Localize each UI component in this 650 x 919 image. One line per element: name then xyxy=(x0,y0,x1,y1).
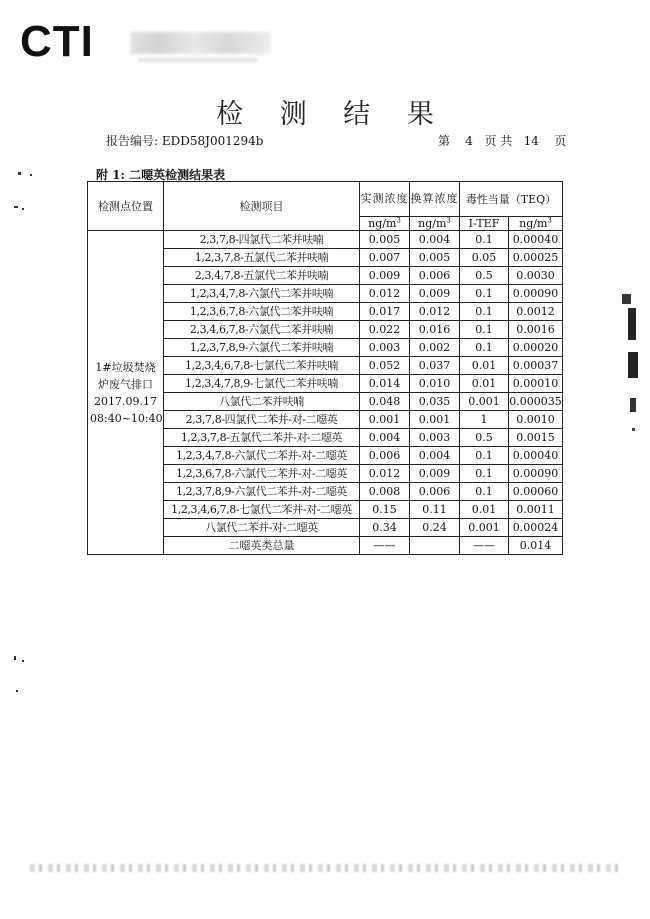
header-converted-unit xyxy=(410,217,460,231)
measured-cell: 0.012 xyxy=(360,465,410,483)
total-itef: —— xyxy=(460,537,509,555)
itef-cell: 0.1 xyxy=(460,285,509,303)
header-teq: 毒性当量（TEQ） xyxy=(460,182,563,217)
converted-cell: 0.009 xyxy=(410,465,460,483)
teq-cell: 0.0011 xyxy=(509,501,563,519)
cti-logo xyxy=(20,18,260,70)
scan-mark xyxy=(30,174,32,176)
teq-cell: 0.0030 xyxy=(509,267,563,285)
teq-cell: 0.0012 xyxy=(509,303,563,321)
converted-cell: 0.005 xyxy=(410,249,460,267)
converted-cell: 0.24 xyxy=(410,519,460,537)
item-cell: 1,2,3,6,7,8-六氯代二苯并-对-二噁英 xyxy=(164,465,360,483)
converted-cell: 0.006 xyxy=(410,483,460,501)
header-measured-unit xyxy=(360,217,410,231)
teq-cell: 0.0010 xyxy=(509,411,563,429)
item-cell: 1,2,3,4,7,8-六氯代二苯并-对-二噁英 xyxy=(164,447,360,465)
measured-cell: 0.006 xyxy=(360,447,410,465)
teq-cell: 0.0015 xyxy=(509,429,563,447)
itef-cell: 0.1 xyxy=(460,231,509,249)
converted-cell: 0.004 xyxy=(410,231,460,249)
teq-cell: 0.00024 xyxy=(509,519,563,537)
converted-cell: 0.010 xyxy=(410,375,460,393)
report-number-value: EDD58J001294b xyxy=(161,134,264,148)
scan-mark xyxy=(630,398,636,412)
teq-cell: 0.00025 xyxy=(509,249,563,267)
itef-cell: 0.01 xyxy=(460,375,509,393)
converted-cell: 0.004 xyxy=(410,447,460,465)
teq-cell: 0.00040 xyxy=(509,231,563,249)
item-cell: 1,2,3,7,8,9-六氯代二苯并-对-二噁英 xyxy=(164,483,360,501)
measured-cell: 0.009 xyxy=(360,267,410,285)
itef-cell: 0.5 xyxy=(460,429,509,447)
itef-cell: 0.01 xyxy=(460,357,509,375)
report-number-label: 报告编号: xyxy=(106,134,159,148)
itef-cell: 0.1 xyxy=(460,339,509,357)
dioxin-results-table xyxy=(87,181,563,555)
itef-cell: 0.001 xyxy=(460,519,509,537)
header-location: 检测点位置 xyxy=(88,182,164,231)
item-cell: 2,3,4,6,7,8-六氯代二苯并呋喃 xyxy=(164,321,360,339)
page-prefix: 第 xyxy=(438,134,451,148)
page-suffix: 页 xyxy=(554,134,567,148)
logo-blurred-wordmark xyxy=(130,32,270,54)
measured-cell: 0.007 xyxy=(360,249,410,267)
itef-cell: 0.1 xyxy=(460,303,509,321)
measured-cell: 0.005 xyxy=(360,231,410,249)
header-itef: I-TEF xyxy=(460,217,509,231)
converted-cell: 0.006 xyxy=(410,267,460,285)
teq-cell: 0.00010 xyxy=(509,375,563,393)
measured-cell: 0.15 xyxy=(360,501,410,519)
item-cell: 八氯代二苯并-对-二噁英 xyxy=(164,519,360,537)
converted-cell: 0.009 xyxy=(410,285,460,303)
converted-cell: 0.003 xyxy=(410,429,460,447)
page-title: 检 测 结 果 xyxy=(216,99,448,130)
page-current: 4 xyxy=(465,134,473,148)
item-cell: 1,2,3,4,6,7,8-七氯代二苯并呋喃 xyxy=(164,357,360,375)
converted-cell: 0.016 xyxy=(410,321,460,339)
item-cell: 1,2,3,7,8-五氯代二苯并呋喃 xyxy=(164,249,360,267)
scan-mark xyxy=(22,208,24,210)
scan-mark xyxy=(22,660,24,662)
scan-mark xyxy=(622,294,631,304)
unit-sup: 3 xyxy=(547,216,552,225)
item-cell: 1,2,3,6,7,8-六氯代二苯并呋喃 xyxy=(164,303,360,321)
teq-cell: 0.00090 xyxy=(509,285,563,303)
teq-cell: 0.000035 xyxy=(509,393,563,411)
teq-cell: 0.00090 xyxy=(509,465,563,483)
teq-cell: 0.00037 xyxy=(509,357,563,375)
teq-cell: 0.00040 xyxy=(509,447,563,465)
itef-cell: 0.5 xyxy=(460,267,509,285)
item-cell: 八氯代二苯并呋喃 xyxy=(164,393,360,411)
header-teq-unit xyxy=(509,217,563,231)
converted-cell: 0.002 xyxy=(410,339,460,357)
measured-cell: 0.008 xyxy=(360,483,410,501)
report-number xyxy=(106,132,263,149)
item-cell: 1,2,3,7,8,9-六氯代二苯并呋喃 xyxy=(164,339,360,357)
scan-mark xyxy=(628,352,638,378)
converted-cell: 0.001 xyxy=(410,411,460,429)
measured-cell: 0.014 xyxy=(360,375,410,393)
item-cell: 1,2,3,4,7,8,9-七氯代二苯并呋喃 xyxy=(164,375,360,393)
itef-cell: 0.001 xyxy=(460,393,509,411)
total-label: 二噁英类总量 xyxy=(164,537,360,555)
total-teq: 0.014 xyxy=(509,537,563,555)
header-measured: 实测浓度 xyxy=(360,182,410,217)
header-item: 检测项目 xyxy=(164,182,360,231)
converted-cell: 0.012 xyxy=(410,303,460,321)
scan-mark xyxy=(628,308,636,340)
page-indicator xyxy=(438,132,566,149)
unit-base: ng/m xyxy=(418,217,447,230)
appendix-title: 附 1: 二噁英检测结果表 xyxy=(96,168,226,182)
measured-cell: 0.048 xyxy=(360,393,410,411)
table-row xyxy=(88,231,563,249)
unit-base: ng/m xyxy=(368,217,397,230)
itef-cell: 0.1 xyxy=(460,483,509,501)
converted-cell: 0.11 xyxy=(410,501,460,519)
measured-cell: 0.022 xyxy=(360,321,410,339)
measured-cell: 0.052 xyxy=(360,357,410,375)
blurred-footer xyxy=(30,864,620,872)
scan-mark xyxy=(16,690,18,692)
measured-cell: 0.012 xyxy=(360,285,410,303)
measured-cell: 0.34 xyxy=(360,519,410,537)
total-measured: —— xyxy=(360,537,410,555)
scan-mark xyxy=(14,656,16,660)
measured-cell: 0.017 xyxy=(360,303,410,321)
itef-cell: 0.1 xyxy=(460,465,509,483)
unit-sup: 3 xyxy=(446,216,451,225)
teq-cell: 0.00020 xyxy=(509,339,563,357)
logo-text: CTI xyxy=(20,17,94,66)
item-cell: 2,3,7,8-四氯代二苯并呋喃 xyxy=(164,231,360,249)
item-cell: 2,3,7,8-四氯代二苯并-对-二噁英 xyxy=(164,411,360,429)
item-cell: 1,2,3,4,6,7,8-七氯代二苯并-对-二噁英 xyxy=(164,501,360,519)
measured-cell: 0.004 xyxy=(360,429,410,447)
total-converted xyxy=(410,537,460,555)
page-mid: 页 共 xyxy=(484,134,513,148)
measured-cell: 0.003 xyxy=(360,339,410,357)
unit-base: ng/m xyxy=(519,217,548,230)
converted-cell: 0.035 xyxy=(410,393,460,411)
itef-cell: 0.1 xyxy=(460,447,509,465)
itef-cell: 0.01 xyxy=(460,501,509,519)
itef-cell: 0.1 xyxy=(460,321,509,339)
unit-sup: 3 xyxy=(396,216,401,225)
page-total: 14 xyxy=(523,134,539,148)
scan-mark xyxy=(18,172,21,175)
teq-cell: 0.0016 xyxy=(509,321,563,339)
header-converted: 换算浓度 xyxy=(410,182,460,217)
teq-cell: 0.00060 xyxy=(509,483,563,501)
item-cell: 1,2,3,7,8-五氯代二苯并-对-二噁英 xyxy=(164,429,360,447)
itef-cell: 1 xyxy=(460,411,509,429)
logo-blurred-tagline xyxy=(138,58,258,62)
converted-cell: 0.037 xyxy=(410,357,460,375)
item-cell: 1,2,3,4,7,8-六氯代二苯并呋喃 xyxy=(164,285,360,303)
scan-mark xyxy=(14,206,18,208)
item-cell: 2,3,4,7,8-五氯代二苯并呋喃 xyxy=(164,267,360,285)
itef-cell: 0.05 xyxy=(460,249,509,267)
scan-mark xyxy=(632,428,635,431)
location-cell: 1#垃圾焚烧炉废气排口 2017.09.17 08:40~10:40 xyxy=(88,231,164,555)
measured-cell: 0.001 xyxy=(360,411,410,429)
header-row-1 xyxy=(88,182,563,217)
